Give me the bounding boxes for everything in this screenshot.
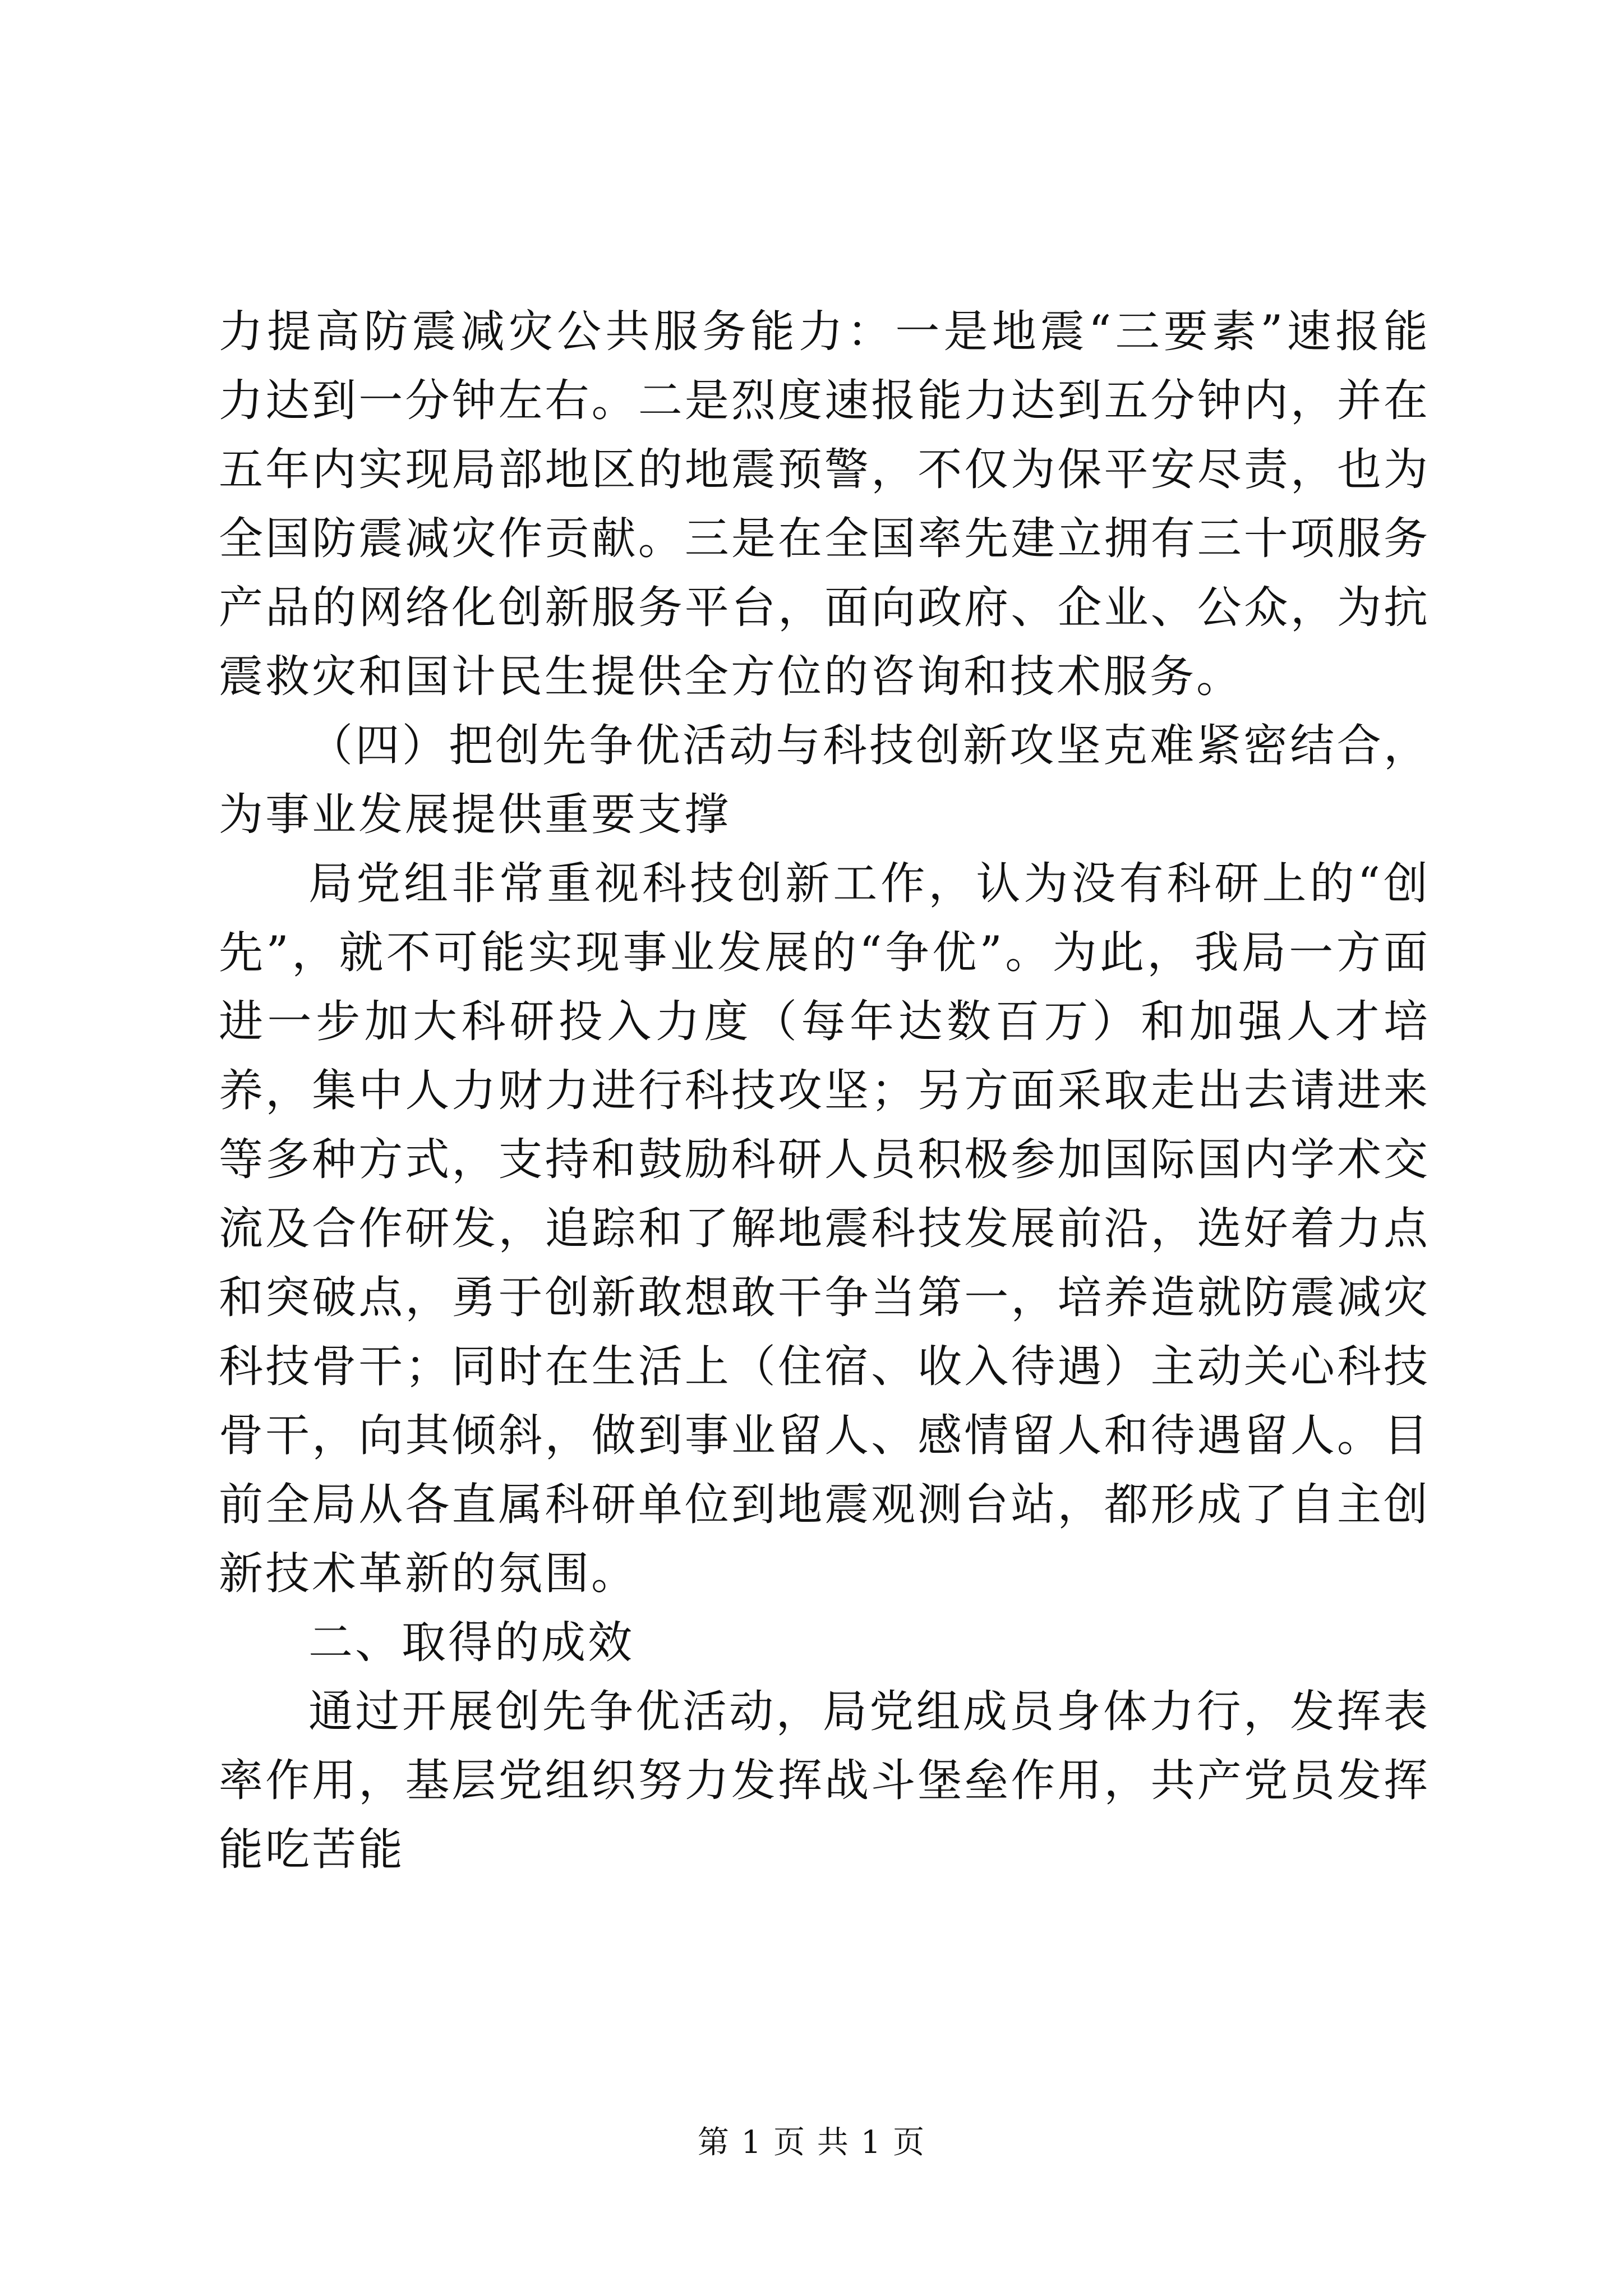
paragraph-results: 通过开展创先争优活动，局党组成员身体力行，发挥表率作用，基层党组织努力发挥战斗堡垒作用，共产党员发挥能吃苦能 [219,1686,1430,1875]
page-footer: 第 1 页 共 1 页 [697,2124,926,2161]
section-heading-results: 二、取得的成效 [308,1617,634,1668]
document-body [219,297,1430,1884]
paragraph-services: 力提高防震减灾公共服务能力：一是地震“三要素”速报能力达到一分钟左右。二是烈度速报能力达到五分钟内，并在五年内实现局部地区的地震预警，不仅为保平安尽责，也为全国防震减灾作贡献。三是在全国率先建立拥有三十项服务产品的网络化创新服务平台，面向政府、企业、公众，为抗震救灾和国计民生提供全方位的咨询和技术服务。 [219,306,1430,702]
section-heading-four: （四）把创先争优活动与科技创新攻坚克难紧密结合，为事业发展提供重要支撑 [219,720,1430,840]
paragraph-tech-innovation: 局党组非常重视科技创新工作，认为没有科研上的“创先”，就不可能实现事业发展的“争优”。为此，我局一方面进一步加大科研投入力度（每年达数百万）和加强人才培养，集中人力财力进行科技攻坚；另方面采取走出去请进来等多种方式，支持和鼓励科研人员积极参加国际国内学术交流及合作研发，追踪和了解地震科技发展前沿，选好着力点和突破点，勇于创新敢想敢干争当第一，培养造就防震减灾科技骨干；同时在生活上（住宿、收入待遇）主动关心科技骨干，向其倾斜，做到事业留人、感情留人和待遇留人。目前全局从各直属科研单位到地震观测台站，都形成了自主创新技术革新的氛围。 [219,858,1430,1599]
